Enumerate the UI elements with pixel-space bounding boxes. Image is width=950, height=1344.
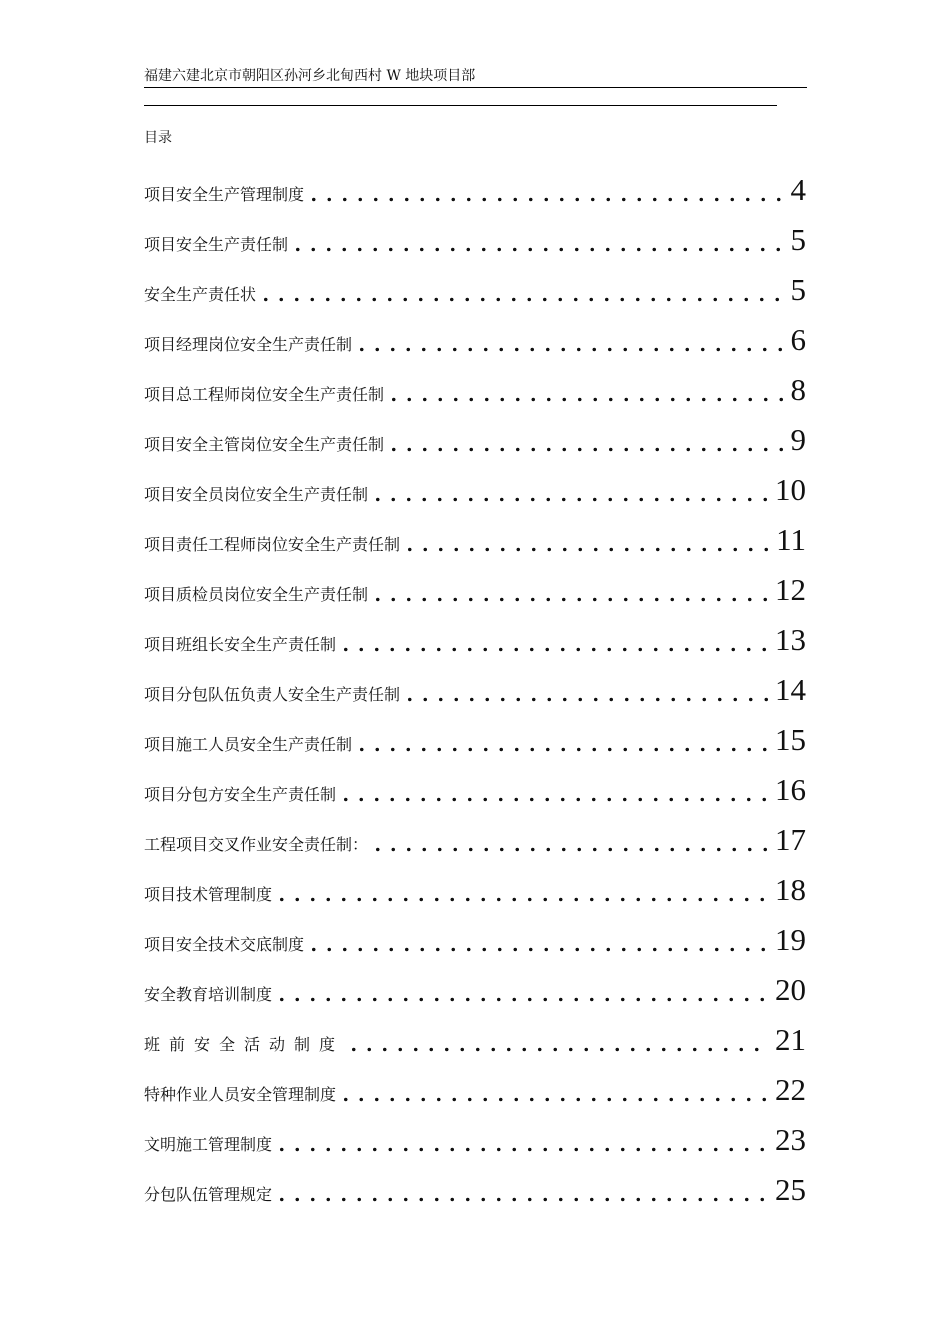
header-divider — [144, 87, 807, 88]
toc-entry-title: 项目安全技术交底制度 — [144, 935, 305, 954]
toc-entry-page: 8 — [790, 372, 806, 407]
toc-entry-title: 项目分包方安全生产责任制 — [144, 785, 337, 804]
toc-entry[interactable] — [144, 1008, 806, 1058]
toc-dot-leader — [306, 947, 769, 952]
toc-entry-page: 18 — [775, 872, 806, 907]
toc-entry-page: 15 — [775, 722, 806, 757]
toc-entry[interactable] — [144, 658, 806, 708]
toc-entry[interactable] — [144, 408, 806, 458]
toc-dot-leader — [386, 397, 784, 402]
toc-entry-page: 12 — [775, 572, 806, 607]
toc-entry[interactable] — [144, 1108, 806, 1158]
toc-dot-leader — [274, 1197, 769, 1202]
toc-entry-title: 项目施工人员安全生产责任制 — [144, 735, 353, 754]
toc-entry-title: 项目安全生产管理制度 — [144, 185, 305, 204]
toc-entry-page: 22 — [775, 1072, 806, 1107]
toc-entry-title: 分包队伍管理规定 — [144, 1185, 273, 1204]
toc-entry-page: 19 — [775, 922, 806, 957]
toc-entry-page: 9 — [790, 422, 806, 457]
toc-entry-title: 工程项目交叉作业安全责任制： — [144, 835, 369, 854]
table-of-contents — [144, 158, 806, 1208]
toc-entry-title: 项目安全生产责任制 — [144, 235, 289, 254]
toc-dot-leader — [370, 847, 769, 852]
toc-dot-leader — [306, 197, 784, 202]
toc-entry-page: 10 — [775, 472, 806, 507]
toc-entry[interactable] — [144, 258, 806, 308]
toc-dot-leader — [346, 1047, 769, 1052]
toc-dot-leader — [258, 297, 784, 302]
toc-dot-leader — [338, 647, 769, 652]
toc-entry[interactable] — [144, 208, 806, 258]
toc-dot-leader — [370, 497, 769, 502]
toc-entry-title: 安全生产责任状 — [144, 285, 257, 304]
toc-entry-page: 5 — [790, 222, 806, 257]
toc-entry[interactable] — [144, 758, 806, 808]
toc-entry[interactable] — [144, 958, 806, 1008]
toc-entry[interactable] — [144, 908, 806, 958]
toc-entry-title: 项目技术管理制度 — [144, 885, 273, 904]
toc-entry[interactable] — [144, 158, 806, 208]
toc-entry-title: 项目班组长安全生产责任制 — [144, 635, 337, 654]
toc-heading: 目录 — [144, 130, 172, 146]
toc-entry-title: 项目总工程师岗位安全生产责任制 — [144, 385, 385, 404]
toc-entry[interactable] — [144, 1158, 806, 1208]
toc-dot-leader — [354, 747, 769, 752]
toc-entry[interactable] — [144, 558, 806, 608]
toc-entry[interactable] — [144, 508, 806, 558]
toc-entry[interactable] — [144, 1058, 806, 1108]
toc-dot-leader — [354, 347, 784, 352]
toc-entry[interactable] — [144, 458, 806, 508]
toc-entry-title: 项目经理岗位安全生产责任制 — [144, 335, 353, 354]
toc-dot-leader — [402, 697, 769, 702]
toc-entry-page: 23 — [775, 1122, 806, 1157]
toc-entry[interactable] — [144, 708, 806, 758]
toc-dot-leader — [402, 547, 770, 552]
toc-dot-leader — [338, 797, 769, 802]
toc-entry-title: 项目安全员岗位安全生产责任制 — [144, 485, 369, 504]
toc-entry[interactable] — [144, 808, 806, 858]
toc-entry-title: 项目质检员岗位安全生产责任制 — [144, 585, 369, 604]
toc-dot-leader — [274, 997, 769, 1002]
toc-dot-leader — [338, 1097, 769, 1102]
toc-entry-page: 25 — [775, 1172, 806, 1207]
toc-entry-page: 16 — [775, 772, 806, 807]
toc-dot-leader — [290, 247, 784, 252]
toc-entry-page: 5 — [790, 272, 806, 307]
toc-entry-page: 6 — [790, 322, 806, 357]
toc-entry-page: 20 — [775, 972, 806, 1007]
toc-entry-title: 项目安全主管岗位安全生产责任制 — [144, 435, 385, 454]
toc-entry-page: 13 — [775, 622, 806, 657]
toc-entry-page: 4 — [790, 172, 806, 207]
toc-entry-title: 安全教育培训制度 — [144, 985, 273, 1004]
toc-entry[interactable] — [144, 308, 806, 358]
toc-entry-page: 17 — [775, 822, 806, 857]
toc-entry-title: 特种作业人员安全管理制度 — [144, 1085, 337, 1104]
page-header: 福建六建北京市朝阳区孙河乡北甸西村 W 地块项目部 — [144, 68, 476, 84]
toc-dot-leader — [386, 447, 784, 452]
toc-entry[interactable] — [144, 358, 806, 408]
header-divider-secondary — [144, 105, 777, 106]
toc-entry[interactable] — [144, 858, 806, 908]
toc-entry-page: 21 — [775, 1022, 806, 1057]
toc-entry[interactable] — [144, 608, 806, 658]
toc-dot-leader — [370, 597, 769, 602]
toc-entry-title: 项目责任工程师岗位安全生产责任制 — [144, 535, 401, 554]
toc-entry-title: 文明施工管理制度 — [144, 1135, 273, 1154]
toc-entry-page: 14 — [775, 672, 806, 707]
toc-dot-leader — [274, 1147, 769, 1152]
toc-entry-page: 11 — [776, 522, 806, 557]
toc-entry-title: 班前安全活动制度 — [144, 1035, 345, 1054]
toc-entry-title: 项目分包队伍负责人安全生产责任制 — [144, 685, 401, 704]
toc-dot-leader — [274, 897, 769, 902]
